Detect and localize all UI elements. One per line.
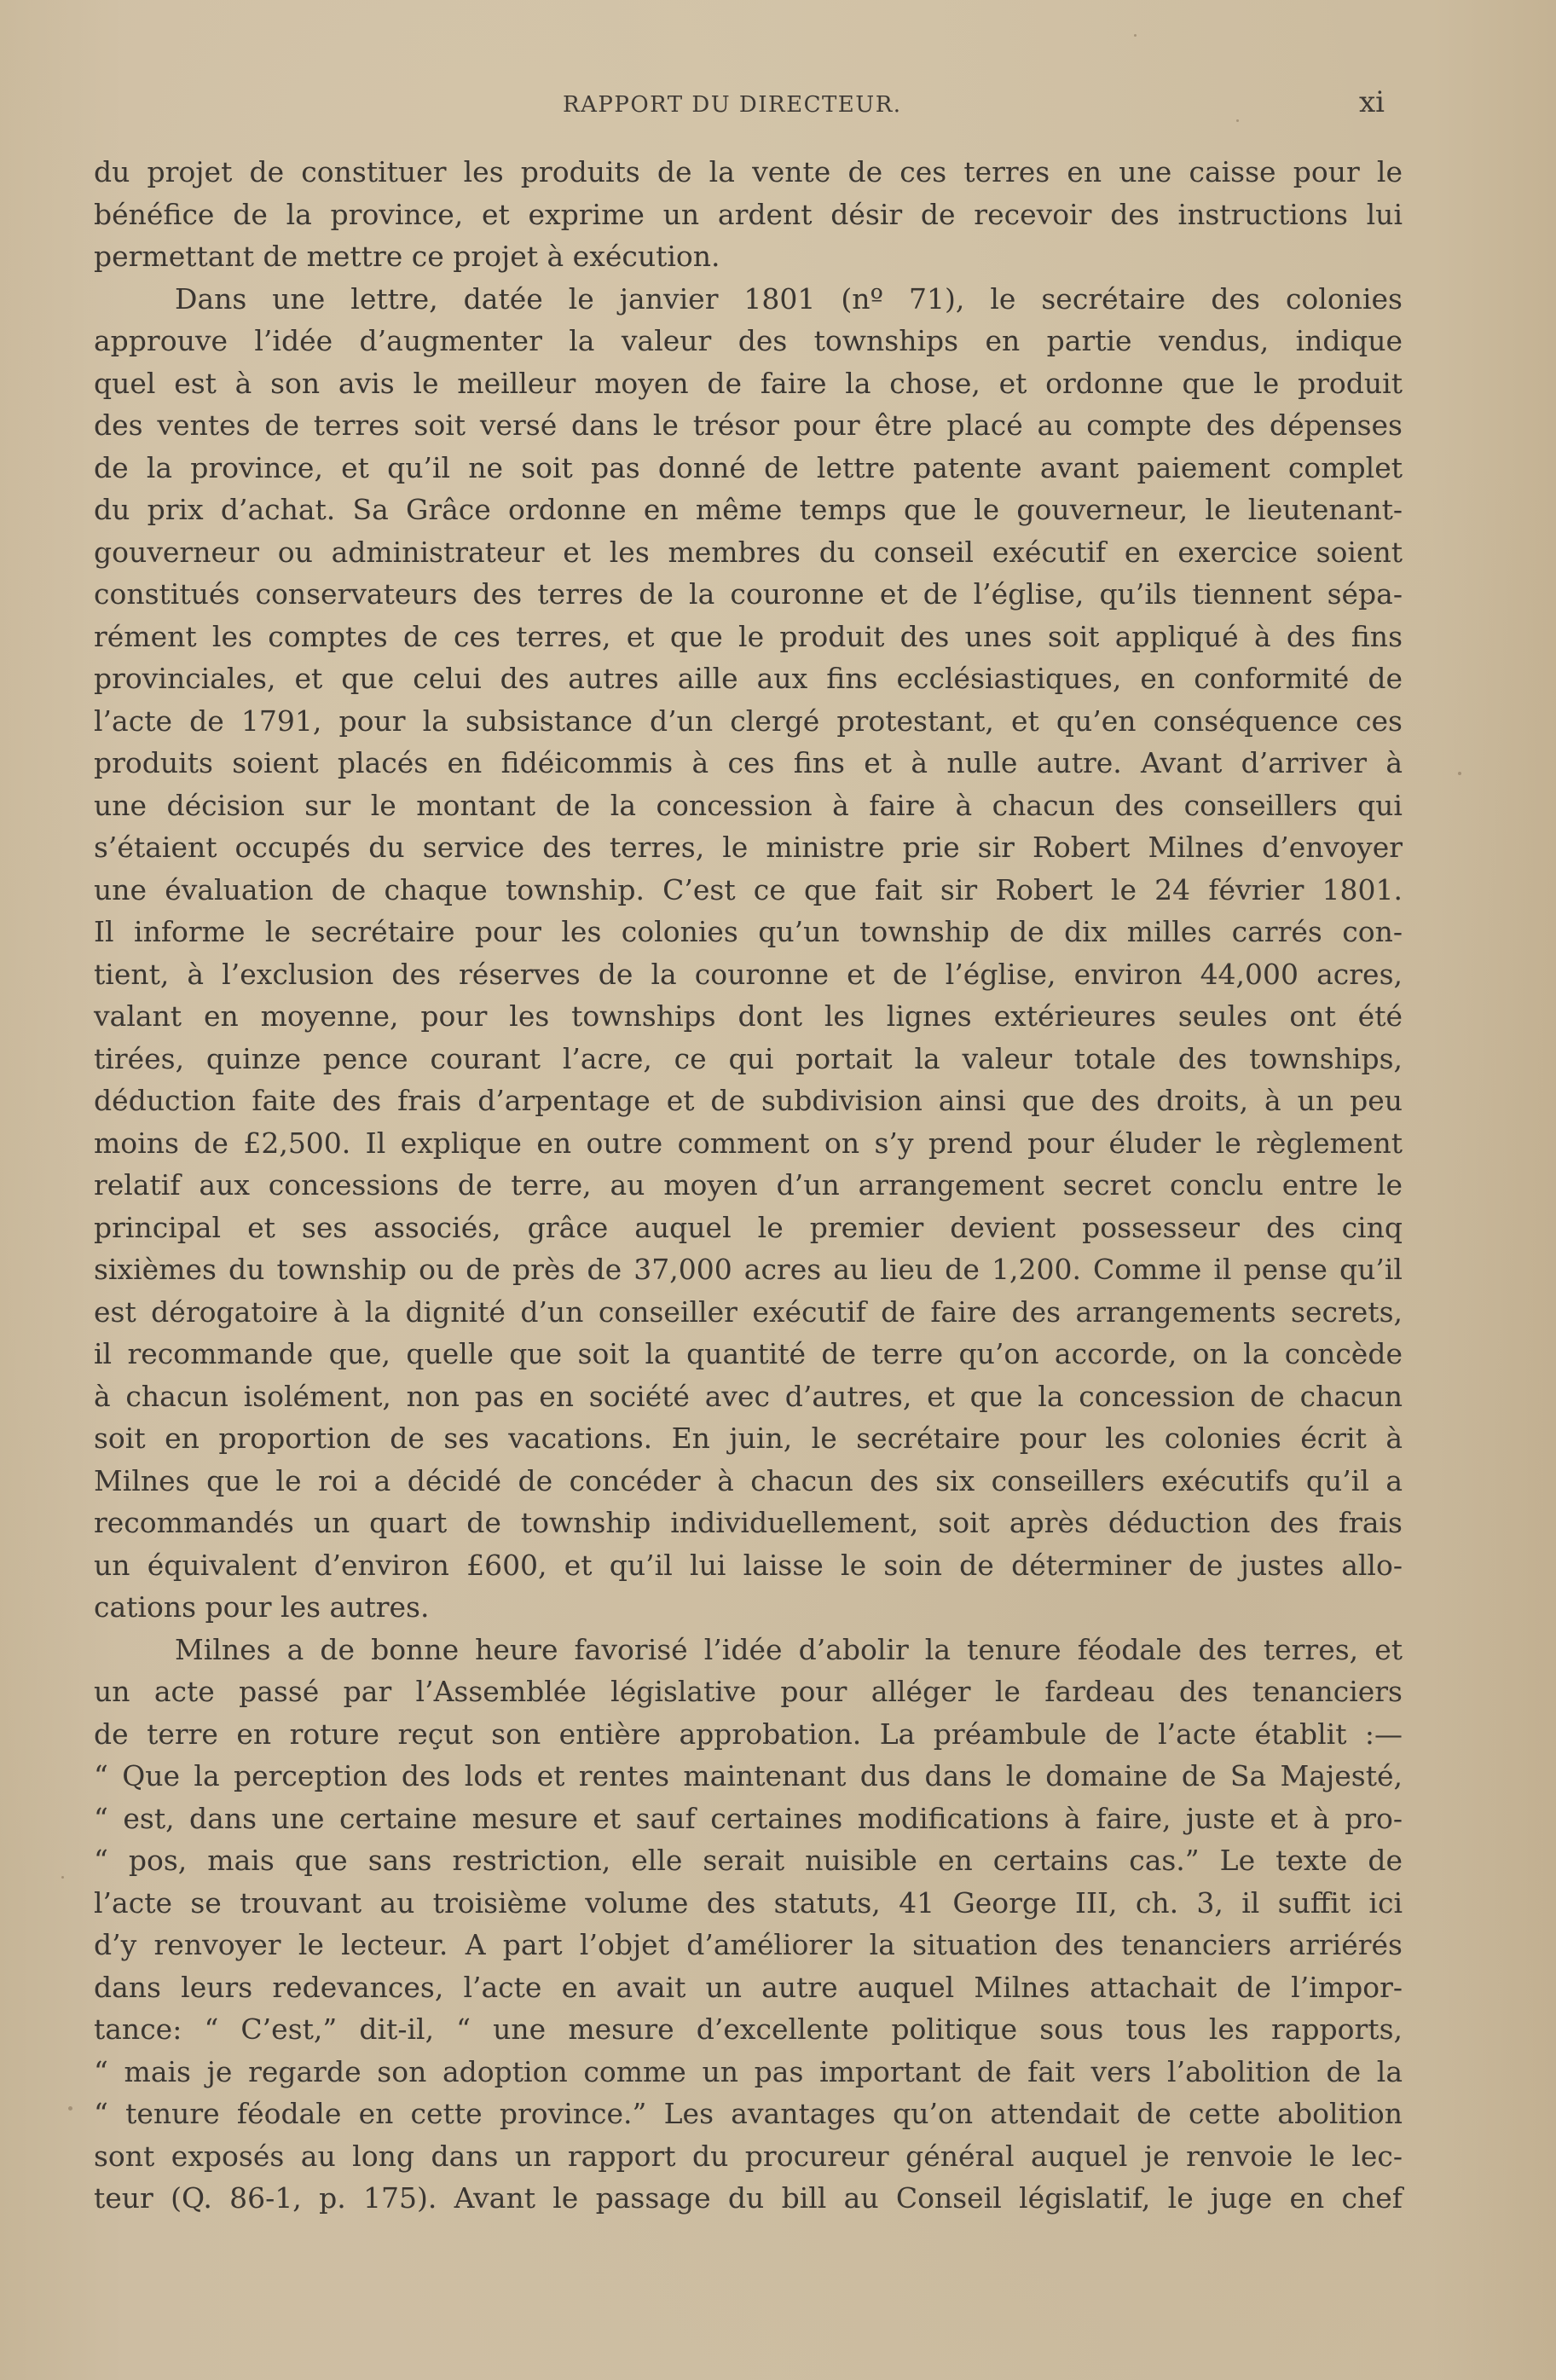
text-line: cations pour les autres. — [94, 1590, 430, 1624]
text-line: déduction faite des frais d’arpentage et de subdivision ainsi que des droits, à un peu — [94, 1084, 1403, 1117]
text-line: gouverneur ou administrateur et les membres du conseil exécutif en exercice soient — [94, 535, 1403, 569]
paper-speck — [61, 1876, 64, 1879]
text-line: permettant de mettre ce projet à exécution. — [94, 240, 720, 273]
paper-speck — [1458, 772, 1461, 775]
page-number: xi — [1359, 85, 1385, 119]
text-line: recommandés un quart de township individuellement, soit après déduction des frais — [94, 1506, 1403, 1539]
text-line: un acte passé par l’Assemblée législative pour alléger le fardeau des tenanciers — [94, 1675, 1403, 1708]
text-line: provinciales, et que celui des autres aille aux fins ecclésiastiques, en conformité de — [94, 662, 1403, 695]
text-line: du prix d’achat. Sa Grâce ordonne en même temps que le gouverneur, le lieutenant- — [94, 493, 1403, 526]
text-line: “ est, dans une certaine mesure et sauf certaines modifications à faire, juste et à pro- — [94, 1801, 1403, 1835]
text-line: à chacun isolément, non pas en société avec d’autres, et que la concession de chacun — [94, 1379, 1403, 1413]
text-line: produits soient placés en fidéicommis à ces fins et à nulle autre. Avant d’arriver à — [94, 746, 1403, 779]
text-line: dans leurs redevances, l’acte en avait un autre auquel Milnes attachait de l’impor- — [94, 1970, 1403, 2004]
text-line: principal et ses associés, grâce auquel le premier devient possesseur des cinq — [94, 1210, 1403, 1244]
text-line: sixièmes du township ou de près de 37,000 acres au lieu de 1,200. Comme il pense qu’il — [94, 1253, 1403, 1286]
text-line: Milnes a de bonne heure favorisé l’idée d’abolir la tenure féodale des terres, et — [175, 1632, 1403, 1666]
text-line: tance: “ C’est,” dit-il, “ une mesure d’excellente politique sous tous les rapports, — [94, 2012, 1403, 2046]
text-line: des ventes de terres soit versé dans le trésor pour être placé au compte des dépenses — [94, 408, 1403, 442]
text-line: rément les comptes de ces terres, et que le produit des unes soit appliqué à des fins — [94, 619, 1403, 653]
text-line: de la province, et qu’il ne soit pas donné de lettre patente avant paiement complet — [94, 450, 1403, 484]
text-line: Il informe le secrétaire pour les colonies qu’un township de dix milles carrés con- — [94, 915, 1403, 948]
text-line: teur (Q. 86-1, p. 175). Avant le passage du bill au Conseil législatif, le juge en chef — [94, 2181, 1403, 2215]
text-line: d’y renvoyer le lecteur. A part l’objet d’améliorer la situation des tenanciers arriérés — [94, 1928, 1403, 1961]
text-line: valant en moyenne, pour les townships dont les lignes extérieures seules ont été — [94, 999, 1403, 1033]
text-line: tient, à l’exclusion des réserves de la couronne et de l’église, environ 44,000 acres, — [94, 957, 1403, 991]
text-line: constitués conservateurs des terres de la couronne et de l’église, qu’ils tiennent sépa- — [94, 577, 1403, 611]
text-line: du projet de constituer les produits de la vente de ces terres en une caisse pour le — [94, 155, 1403, 188]
text-line: de terre en roture reçut son entière approbation. La préambule de l’acte établit :— — [94, 1717, 1403, 1751]
paper-speck — [1236, 119, 1239, 122]
text-line: s’étaient occupés du service des terres, le ministre prie sir Robert Milnes d’envoyer — [94, 831, 1403, 864]
running-head: RAPPORT DU DIRECTEUR. — [563, 92, 902, 118]
text-line: l’acte se trouvant au troisième volume des statuts, 41 George III, ch. 3, il suffit ici — [94, 1885, 1403, 1920]
paper-speck — [1134, 34, 1137, 37]
text-line: il recommande que, quelle que soit la quantité de terre qu’on accorde, on la concède — [94, 1337, 1403, 1370]
text-line: “ pos, mais que sans restriction, elle serait nuisible en certains cas.” Le texte de — [94, 1844, 1403, 1877]
text-line: “ Que la perception des lods et rentes maintenant dus dans le domaine de Sa Majesté, — [94, 1759, 1403, 1792]
text-line: moins de £2,500. Il explique en outre comment on s’y prend pour éluder le règlement — [94, 1126, 1403, 1160]
text-line: “ mais je regarde son adoption comme un pas important de fait vers l’abolition de la — [94, 2054, 1403, 2088]
body-text — [94, 151, 1403, 2220]
text-line: relatif aux concessions de terre, au moyen d’un arrangement secret conclu entre le — [94, 1168, 1403, 1202]
text-line: une décision sur le montant de la concession à faire à chacun des conseillers qui — [94, 788, 1403, 822]
text-line: l’acte de 1791, pour la subsistance d’un clergé protestant, et qu’en conséquence ces — [94, 704, 1403, 738]
text-line: “ tenure féodale en cette province.” Les avantages qu’on attendait de cette abolition — [94, 2097, 1403, 2130]
text-line: quel est à son avis le meilleur moyen de faire la chose, et ordonne que le produit — [94, 366, 1403, 400]
text-line: une évaluation de chaque township. C’est ce que fait sir Robert le 24 février 1801. — [94, 872, 1403, 906]
text-line: est dérogatoire à la dignité d’un conseiller exécutif de faire des arrangements secrets, — [94, 1294, 1403, 1329]
text-line: bénéfice de la province, et exprime un ardent désir de recevoir des instructions lui — [94, 197, 1403, 231]
text-line: approuve l’idée d’augmenter la valeur des townships en partie vendus, indique — [94, 324, 1403, 357]
text-line: soit en proportion de ses vacations. En juin, le secrétaire pour les colonies écrit à — [94, 1422, 1403, 1455]
text-line: un équivalent d’environ £600, et qu’il lui laisse le soin de déterminer de justes allo- — [94, 1548, 1403, 1582]
paper-speck — [68, 2106, 72, 2111]
text-line: sont exposés au long dans un rapport du procureur général auquel je renvoie le lec- — [94, 2139, 1403, 2173]
text-line: tirées, quinze pence courant l’acre, ce qui portait la valeur totale des townships, — [94, 1041, 1403, 1075]
text-line: Dans une lettre, datée le janvier 1801 (nº 71), le secrétaire des colonies — [175, 281, 1403, 316]
text-line: Milnes que le roi a décidé de concéder à chacun des six conseillers exécutifs qu’il a — [94, 1463, 1403, 1497]
